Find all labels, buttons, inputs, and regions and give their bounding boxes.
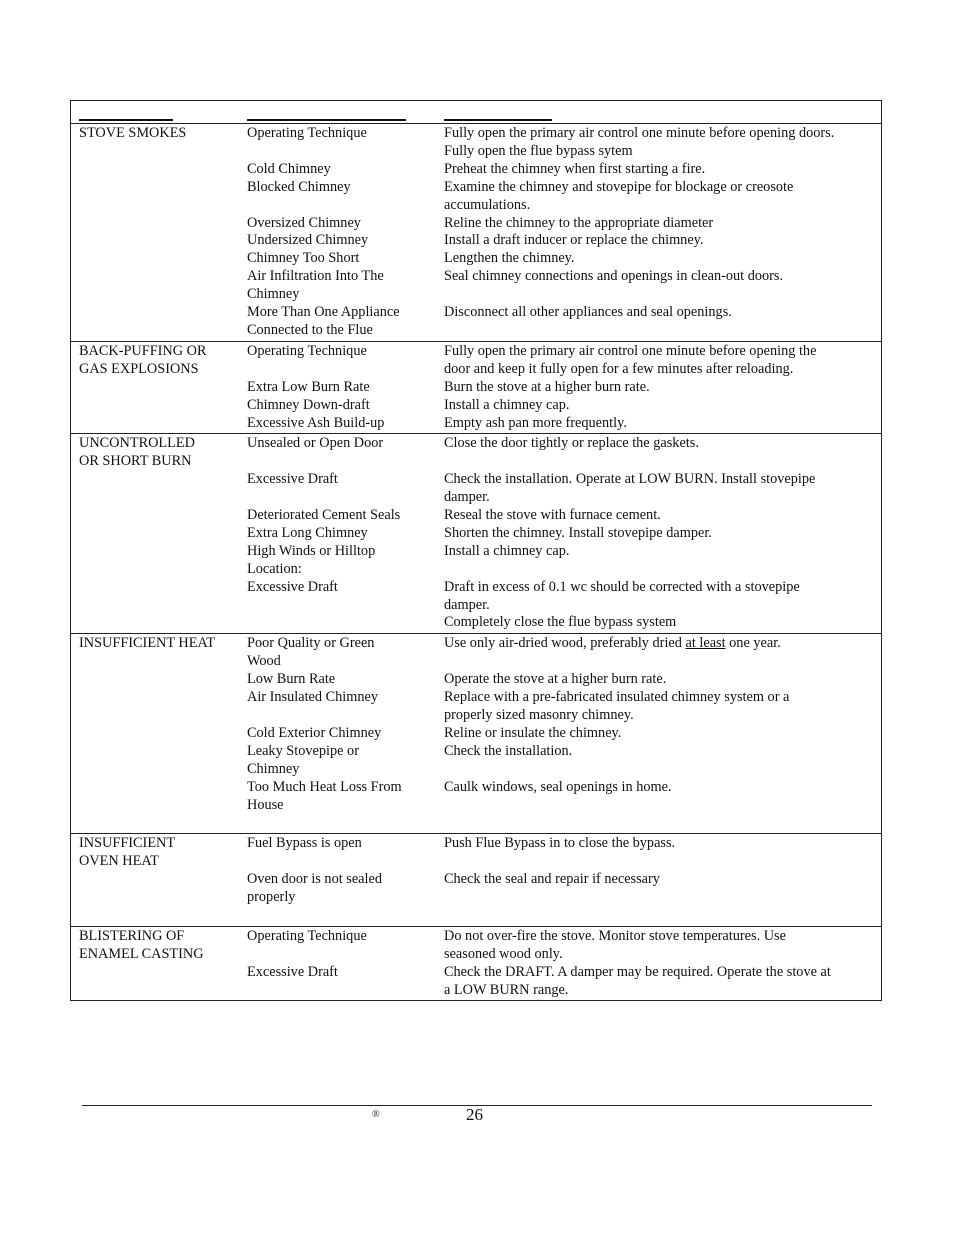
table-row	[71, 964, 881, 1000]
solution-cell: Replace with a pre-fabricated insulated chimney system or a properly sized masonry chimney.	[444, 689, 790, 723]
problem-cell: STOVE SMOKES	[79, 125, 187, 141]
cause-cell: Cold Exterior Chimney	[247, 724, 382, 741]
problem-cell	[71, 779, 247, 815]
problem-section	[71, 634, 881, 834]
solution-cell: Close the door tightly or replace the gaskets.	[444, 435, 699, 452]
problem-section	[71, 834, 881, 927]
problem-cell	[71, 304, 247, 340]
table-row	[71, 871, 881, 907]
problem-cell: BACK-PUFFING OR GAS EXPLOSIONS	[79, 342, 207, 377]
table-row	[71, 779, 881, 815]
table-row	[71, 635, 881, 671]
table-body	[71, 124, 881, 1000]
cause-cell: High Winds or Hilltop Location:	[247, 542, 376, 577]
problem-cell	[71, 161, 247, 179]
problem-cell	[71, 215, 247, 233]
cause-cell: Air Insulated Chimney	[247, 689, 379, 706]
cause-cell: Operating Technique	[247, 125, 367, 141]
problem-cell	[71, 250, 247, 268]
solution-cell: Shorten the chimney. Install stovepipe damper.	[444, 524, 712, 541]
problem-cell	[71, 415, 247, 433]
solution-text: Use only air-dried wood, preferably dried	[444, 635, 686, 652]
blank-row	[71, 814, 881, 832]
table-row	[71, 232, 881, 250]
header-rule-problem	[79, 119, 173, 121]
cause-cell: Operating Technique	[247, 927, 367, 944]
cause-cell: Too Much Heat Loss From House	[247, 778, 402, 813]
problem-section	[71, 342, 881, 435]
cause-cell: Chimney Too Short	[247, 250, 360, 267]
table-row	[71, 379, 881, 397]
table-row	[71, 125, 881, 161]
problem-cell	[71, 871, 247, 907]
solution-cell: Check the seal and repair if necessary	[444, 871, 660, 888]
solution-cell: Seal chimney connections and openings in clean-out doors.	[444, 268, 784, 285]
blank-row	[71, 907, 881, 925]
table-row	[71, 525, 881, 543]
problem-cell	[71, 268, 247, 304]
page-number: 26	[466, 1105, 483, 1124]
problem-cell	[71, 471, 247, 507]
solution-cell: Empty ash pan more frequently.	[444, 414, 627, 431]
problem-cell: INSUFFICIENT OVEN HEAT	[79, 835, 176, 870]
cause-cell: Oven door is not sealed properly	[247, 871, 382, 906]
solution-cell: Fully open the primary air control one minute before opening the door and keep it fully open for a few minutes after reloading.	[444, 342, 817, 377]
table-row	[71, 435, 881, 471]
cause-cell: Blocked Chimney	[247, 178, 351, 195]
table-row	[71, 543, 881, 579]
table-row	[71, 215, 881, 233]
cause-cell: Excessive Draft	[247, 963, 338, 980]
cause-cell: Leaky Stovepipe or Chimney	[247, 742, 359, 777]
problem-cell	[71, 671, 247, 689]
solution-underlined-text: at least	[685, 635, 726, 652]
solution-cell: Push Flue Bypass in to close the bypass.	[444, 835, 676, 852]
solution-cell: Reline the chimney to the appropriate diameter	[444, 214, 714, 231]
cause-cell: Poor Quality or Green Wood	[247, 635, 375, 670]
problem-cell	[71, 397, 247, 415]
registered-mark: ®	[372, 1109, 380, 1120]
table-row	[71, 689, 881, 725]
solution-cell: Install a chimney cap.	[444, 396, 570, 413]
table-row	[71, 250, 881, 268]
table-row	[71, 471, 881, 507]
problem-cell	[71, 232, 247, 250]
problem-cell: UNCONTROLLED OR SHORT BURN	[79, 435, 195, 470]
cause-cell: Chimney Down-draft	[247, 396, 370, 413]
cause-cell: Operating Technique	[247, 342, 367, 359]
solution-cell: Install a chimney cap.	[444, 542, 570, 559]
problem-cell	[71, 379, 247, 397]
solution-cell: Fully open the primary air control one minute before opening doors. Fully open the flue bypass sytem	[444, 125, 835, 159]
table-row	[71, 725, 881, 743]
solution-cell: Draft in excess of 0.1 wc should be corrected with a stovepipe damper. Completely close the flue bypass system	[444, 578, 800, 631]
cause-cell: Low Burn Rate	[247, 671, 336, 688]
cause-cell: Deteriorated Cement Seals	[247, 507, 401, 524]
table-row	[71, 397, 881, 415]
solution-cell: Check the installation. Operate at LOW BURN. Install stovepipe damper.	[444, 471, 816, 506]
table-row	[71, 743, 881, 779]
cause-cell: Excessive Ash Build-up	[247, 414, 385, 431]
solution-cell: Check the DRAFT. A damper may be required. Operate the stove at a LOW BURN range.	[444, 963, 831, 998]
cause-cell: More Than One Appliance Connected to the Flue	[247, 304, 400, 338]
problem-cell	[71, 507, 247, 525]
solution-cell: Lengthen the chimney.	[444, 250, 575, 267]
problem-section	[71, 434, 881, 634]
solution-cell: Preheat the chimney when first starting a fire.	[444, 160, 706, 177]
table-row	[71, 343, 881, 379]
problem-cell	[71, 543, 247, 579]
problem-cell	[71, 525, 247, 543]
solution-cell: Operate the stove at a higher burn rate.	[444, 671, 667, 688]
table-row	[71, 671, 881, 689]
problem-cell	[71, 689, 247, 725]
cause-cell: Air Infiltration Into The Chimney	[247, 268, 384, 303]
troubleshooting-table	[70, 100, 882, 1001]
problem-cell: BLISTERING OF ENAMEL CASTING	[79, 927, 204, 962]
solution-cell: Check the installation.	[444, 742, 573, 759]
solution-cell: Reline or insulate the chimney.	[444, 724, 622, 741]
solution-cell: Reseal the stove with furnace cement.	[444, 507, 661, 524]
cause-cell: Excessive Draft	[247, 578, 338, 595]
table-row	[71, 304, 881, 340]
solution-cell: Do not over-fire the stove. Monitor stove temperatures. Use seasoned wood only.	[444, 927, 786, 962]
solution-cell: Examine the chimney and stovepipe for blockage or creosote accumulations.	[444, 178, 794, 213]
table-row	[71, 179, 881, 215]
table-row	[71, 161, 881, 179]
problem-cell: INSUFFICIENT HEAT	[79, 635, 215, 652]
table-row	[71, 507, 881, 525]
solution-cell	[444, 635, 876, 671]
table-header-rules	[71, 101, 881, 124]
problem-cell	[71, 725, 247, 743]
table-row	[71, 268, 881, 304]
table-row	[71, 415, 881, 433]
table-row	[71, 835, 881, 871]
cause-cell: Cold Chimney	[247, 160, 331, 177]
problem-cell	[71, 964, 247, 1000]
solution-cell: Burn the stove at a higher burn rate.	[444, 378, 650, 395]
cause-cell: Excessive Draft	[247, 471, 338, 488]
cause-cell: Undersized Chimney	[247, 232, 369, 249]
cause-cell: Extra Long Chimney	[247, 524, 368, 541]
solution-text: one year.	[725, 635, 781, 652]
cause-cell: Extra Low Burn Rate	[247, 378, 370, 395]
solution-cell: Disconnect all other appliances and seal openings.	[444, 304, 732, 321]
cause-cell: Fuel Bypass is open	[247, 835, 362, 852]
table-row	[71, 928, 881, 964]
header-rule-cause	[247, 119, 406, 121]
header-rule-solution	[444, 119, 552, 121]
problem-cell	[71, 579, 247, 633]
problem-section	[71, 927, 881, 1001]
problem-section	[71, 124, 881, 342]
problem-cell	[71, 743, 247, 779]
solution-cell: Caulk windows, seal openings in home.	[444, 778, 672, 795]
problem-cell	[71, 179, 247, 215]
table-row	[71, 579, 881, 633]
cause-cell: Unsealed or Open Door	[247, 435, 384, 452]
cause-cell: Oversized Chimney	[247, 214, 361, 231]
solution-cell: Install a draft inducer or replace the chimney.	[444, 232, 704, 249]
